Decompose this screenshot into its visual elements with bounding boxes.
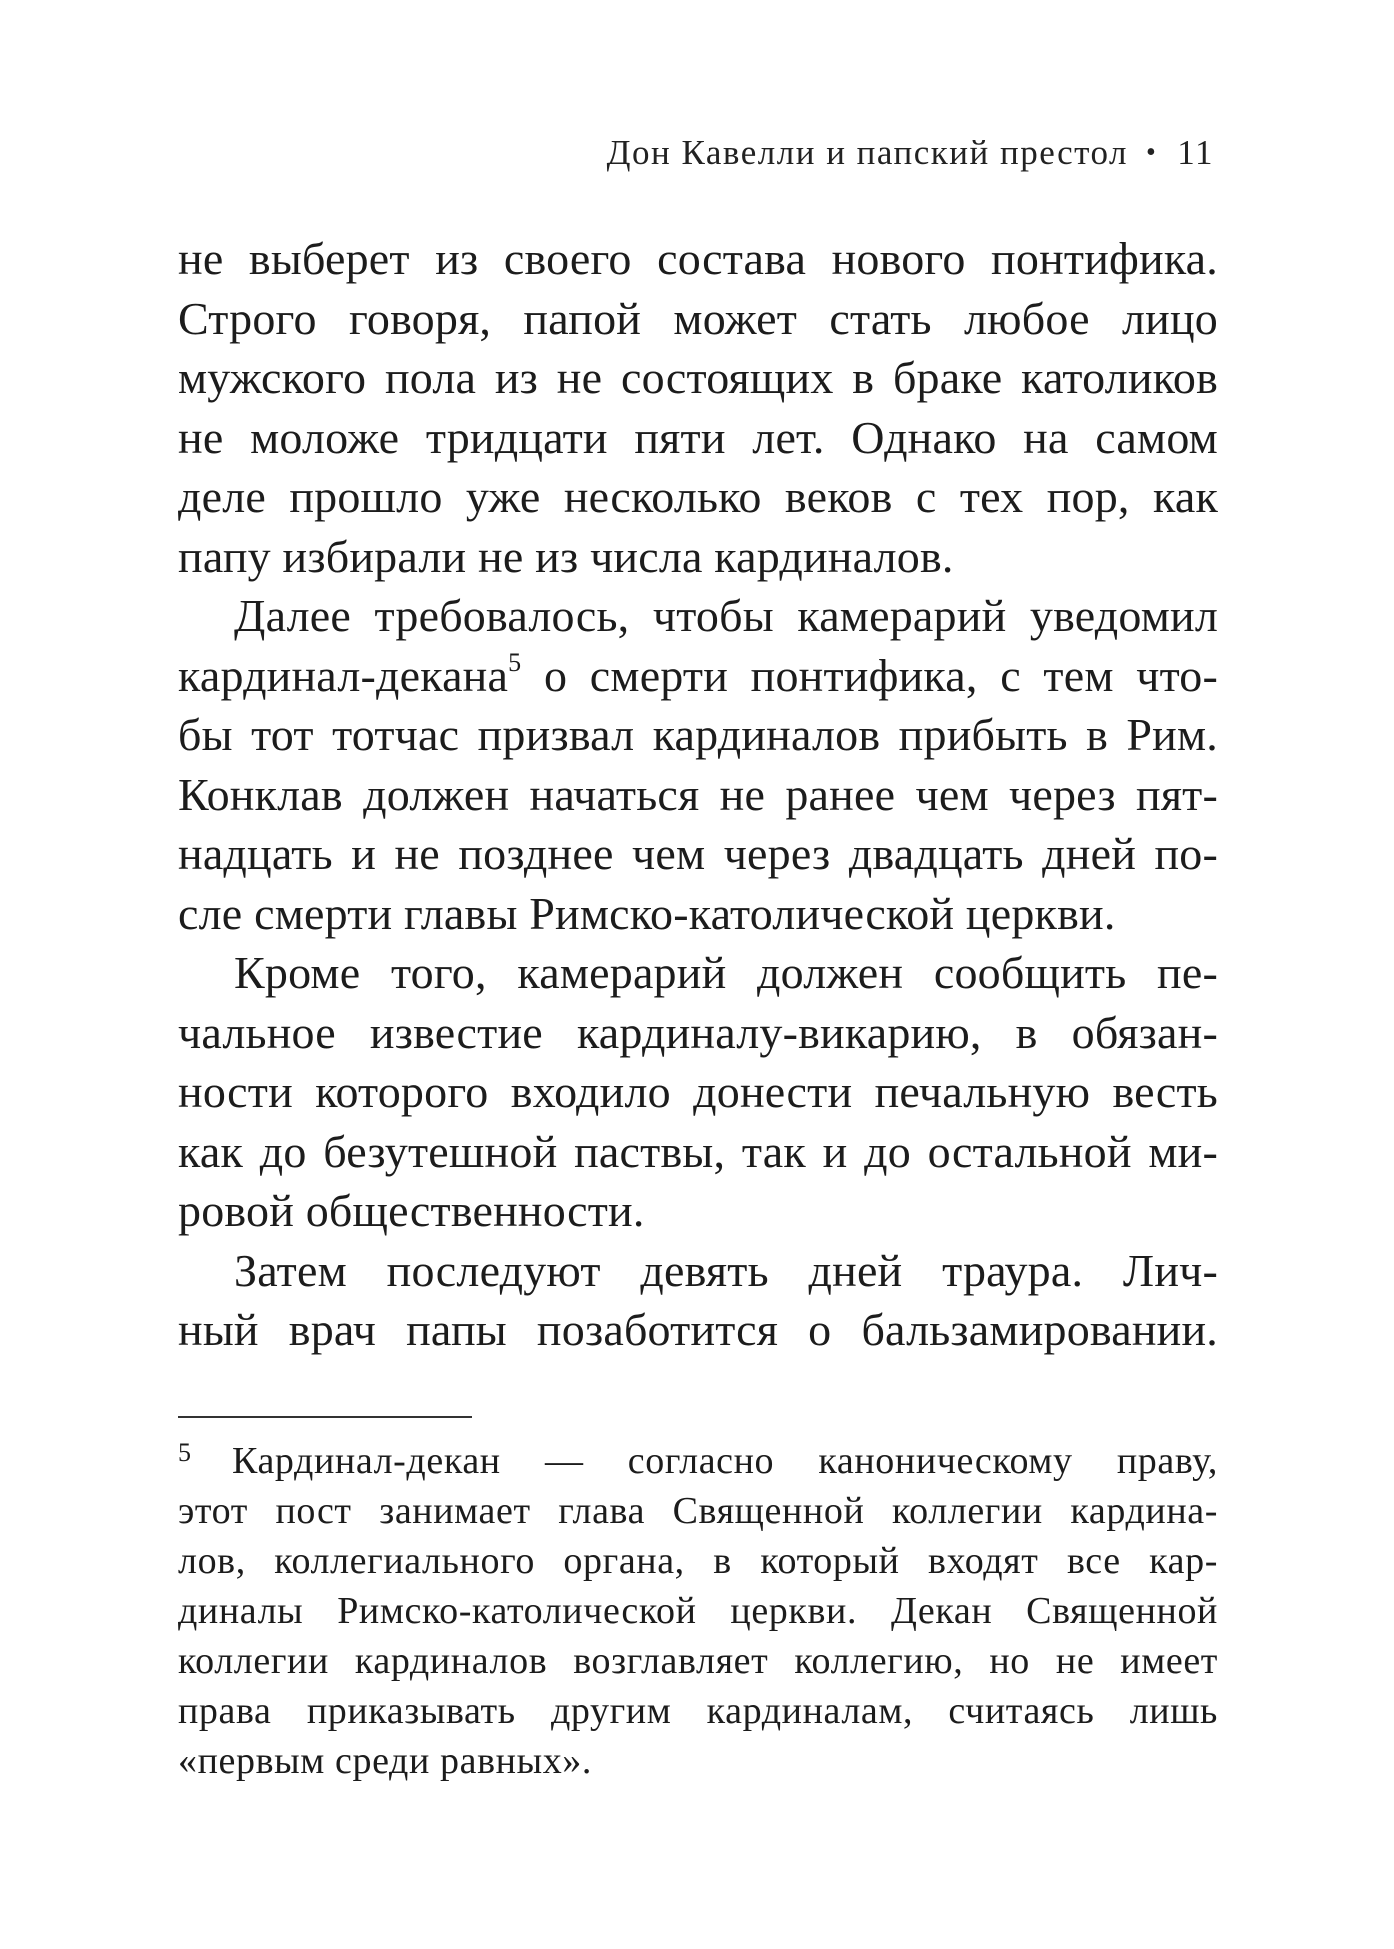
text-line: бы тот тотчас призвал кардиналов прибыть в Рим. (178, 709, 1218, 760)
text-line-rest: о смерти понтифика, с тем что- (543, 649, 1219, 701)
text-line: как до безутешной паствы, так и до остальной ми- (178, 1125, 1218, 1177)
paragraph-2 (178, 586, 1218, 943)
running-header-title: Дон Кавелли и папский престол (606, 133, 1128, 172)
page-number: 11 (1177, 133, 1214, 172)
paragraph-4 (178, 1241, 1218, 1360)
text-line: ровой общественности. (178, 1185, 645, 1236)
text-line: ный врач папы позаботится о бальзамировании. (178, 1304, 1218, 1355)
text-line: деле прошло уже несколько веков с тех пор, как (178, 471, 1218, 522)
header-bullet: • (1145, 137, 1158, 168)
footnote-line: диналы Римско-католической церкви. Декан Священной (178, 1590, 1218, 1632)
text-line: надцать и не позднее чем через двадцать дней по- (178, 828, 1218, 879)
paragraph-3 (178, 943, 1218, 1241)
paragraph-1 (178, 229, 1218, 586)
text-line: чальное известие кардиналу-викарию, в обязан- (178, 1006, 1218, 1058)
footnote-line: этот пост занимает глава Священной коллегии кардина- (178, 1490, 1218, 1532)
term-cardinal-dean: кардинал-декана (178, 649, 509, 701)
footnote-line: коллегии кардиналов возглавляет коллегию, но не имеет (178, 1640, 1218, 1682)
text-line: Затем последуют девять дней траура. Лич- (234, 1244, 1218, 1296)
footnote-divider (178, 1416, 472, 1418)
text-line-with-footnote-ref (178, 646, 1218, 706)
footnote-line: «первым среди равных». (178, 1740, 592, 1782)
footnote-text: Кардинал-декан — согласно каноническому праву, (232, 1440, 1218, 1482)
footnote-line: права приказывать другим кардиналам, считаясь лишь (178, 1690, 1218, 1732)
text-line: мужского пола из не состоящих в браке католиков (178, 352, 1218, 403)
text-line: папу избирали не из числа кардиналов. (178, 530, 954, 582)
footnote-line: лов, коллегиального органа, в который входят все кар- (178, 1540, 1218, 1582)
text-line: Далее требовалось, чтобы камерарий уведомил (234, 590, 1218, 641)
main-text (178, 229, 1218, 1360)
text-line: Кроме того, камерарий должен сообщить пе- (234, 947, 1218, 998)
footnote-reference[interactable]: 5 (508, 647, 522, 677)
footnote-line-first: 5 Кардинал-декан — согласно каноническому праву, (178, 1438, 1218, 1482)
text-line: Строго говоря, папой может стать любое лицо (178, 292, 1218, 344)
text-line: не моложе тридцати пяти лет. Однако на самом (178, 411, 1218, 463)
text-line: сле смерти главы Римско-католической церкви. (178, 887, 1116, 939)
footnote-block (178, 1436, 1218, 1786)
text-line: Конклав должен начаться не ранее чем через пят- (178, 768, 1218, 820)
text-line: не выберет из своего состава нового понтифика. (178, 233, 1218, 284)
text-line: ности которого входило донести печальную весть (178, 1066, 1218, 1117)
running-header (607, 128, 1214, 178)
